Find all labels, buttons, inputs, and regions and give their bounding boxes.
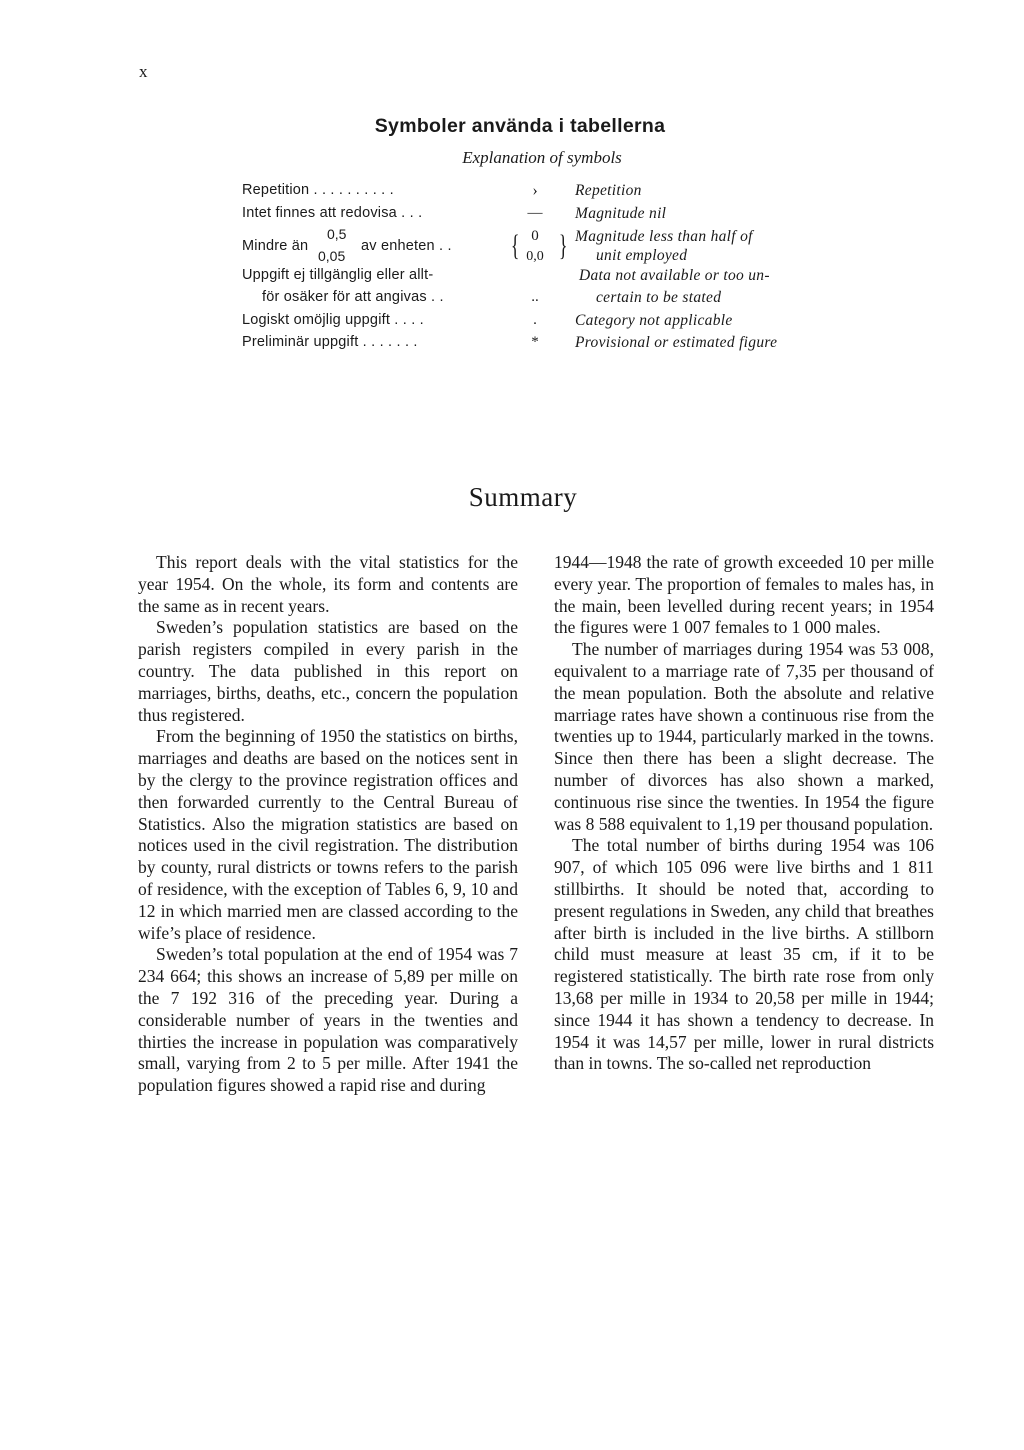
summary-heading: Summary	[468, 482, 578, 512]
symbol-english-label-line2: unit employed	[596, 247, 688, 264]
symbol-mark-top: 0	[531, 228, 539, 244]
summary-paragraph: The number of marriages during 1954 was 53 008, equivalent to a marriage rate of 7,35 per thousand of the mean population. Both the absolute and relative marriage rates have shown a continuous rise from the twenties up to 1944, particularly marked in the towns. Since then there has been a slight decrease. The number of divorces has also shown a marked, continuous rise since the twenties. In 1954 the figure was 8 588 equivalent to 1,19 per thousand population.	[554, 639, 934, 834]
symbol-row-not-applicable	[0, 312, 1024, 333]
symbol-swedish-label: Preliminär uppgift . . . . . . .	[242, 334, 418, 350]
summary-paragraph: Sweden’s population statistics are based on the parish registers compiled in every parish in the country. The data published in this report on marriages, births, deaths, etc., concern the population thus registered.	[138, 617, 518, 725]
fraction-denominator: 0,05	[318, 248, 346, 264]
symbol-swedish-label: för osäker för att angivas . .	[262, 289, 444, 305]
page-number: x	[139, 62, 148, 81]
symbol-row-uncertain	[0, 289, 1024, 310]
symbol-row-nil	[0, 205, 1024, 226]
left-brace-icon: {	[510, 229, 520, 262]
summary-paragraph: From the beginning of 1950 the statistics on births, marriages and deaths are based on the notices sent in by the clergy to the province registration offices and then forwarded currently to the Central Bureau of Statistics. Also the migration statistics are based on notices used in the civil registration. The distribution by county, rural districts or towns refers to the parish of residence, with the exception of Tables 6, 9, 10 and 12 in which married men are classed according to the wife’s place of residence.	[138, 726, 518, 943]
symbol-swedish-label: Repetition . . . . . . . . . .	[242, 182, 394, 198]
symbol-english-label: Magnitude less than half of	[575, 228, 753, 245]
symbol-english-label: Category not applicable	[575, 312, 733, 329]
symbol-swedish-label-suffix: av enheten . .	[361, 238, 452, 254]
symbol-swedish-label: Logiskt omöjlig uppgift . . . .	[242, 312, 424, 328]
symbol-row-not-available	[0, 267, 1024, 288]
symbols-title: Symboler använda i tabellerna	[374, 115, 666, 137]
symbol-mark: —	[527, 205, 543, 221]
summary-paragraph: The total number of births during 1954 was 106 907, of which 105 096 were live births and 1 811 stillbirths. It should be noted that, according to present regulations in Sweden, any child that breathes after birth is included in the live births. A stillborn child must measure at least 35 cm, if it to be registered statistically. The birth rate rose from only 13,68 per mille in 1934 to 20,58 per mille in 1944; since 1944 it has shown a tendency to decrease. In 1954 it was 14,57 per mille, lower in rural districts than in towns. The so-called net reproduction	[554, 835, 934, 1074]
symbol-english-label: Magnitude nil	[575, 205, 667, 222]
symbol-english-label: Repetition	[575, 182, 642, 199]
symbol-english-label: certain to be stated	[596, 289, 722, 306]
symbol-english-label: Data not available or too un-	[579, 267, 770, 284]
symbol-mark: *	[531, 334, 539, 350]
summary-paragraph: This report deals with the vital statistics for the year 1954. On the whole, its form and contents are the same as in recent years.	[138, 552, 518, 616]
fraction-numerator: 0,5	[327, 226, 347, 242]
symbol-mark: ›	[532, 182, 538, 199]
symbol-english-label: Provisional or estimated figure	[575, 334, 778, 351]
symbol-mark: ..	[531, 289, 539, 305]
symbol-mark: .	[533, 312, 537, 328]
summary-right-column	[554, 552, 934, 1075]
summary-paragraph: 1944—1948 the rate of growth exceeded 10 per mille every year. The proportion of females to males has, in the main, been levelled during recent years; in 1954 the figures were 1 007 females to 1 000 males.	[554, 552, 934, 638]
symbol-swedish-label: Intet finnes att redovisa . . .	[242, 205, 423, 221]
symbol-row-repetition	[0, 182, 1024, 203]
summary-left-column	[138, 552, 518, 1097]
symbols-subtitle: Explanation of symbols	[462, 148, 622, 167]
symbol-swedish-label: Mindre än	[242, 238, 309, 254]
right-brace-icon: }	[558, 229, 568, 262]
symbol-row-less-than-half	[0, 226, 1024, 270]
symbol-mark-bottom: 0,0	[526, 249, 544, 264]
symbol-swedish-label: Uppgift ej tillgänglig eller allt-	[242, 267, 434, 283]
symbol-row-provisional	[0, 334, 1024, 355]
summary-paragraph: Sweden’s total population at the end of 1954 was 7 234 664; this shows an increase of 5,89 per mille on the 7 192 316 of the preceding year. During a considerable number of years in the twenties and thirties the increase in population was comparatively small, varying from 2 to 5 per mille. After 1941 the population figures showed a rapid rise and during	[138, 944, 518, 1096]
